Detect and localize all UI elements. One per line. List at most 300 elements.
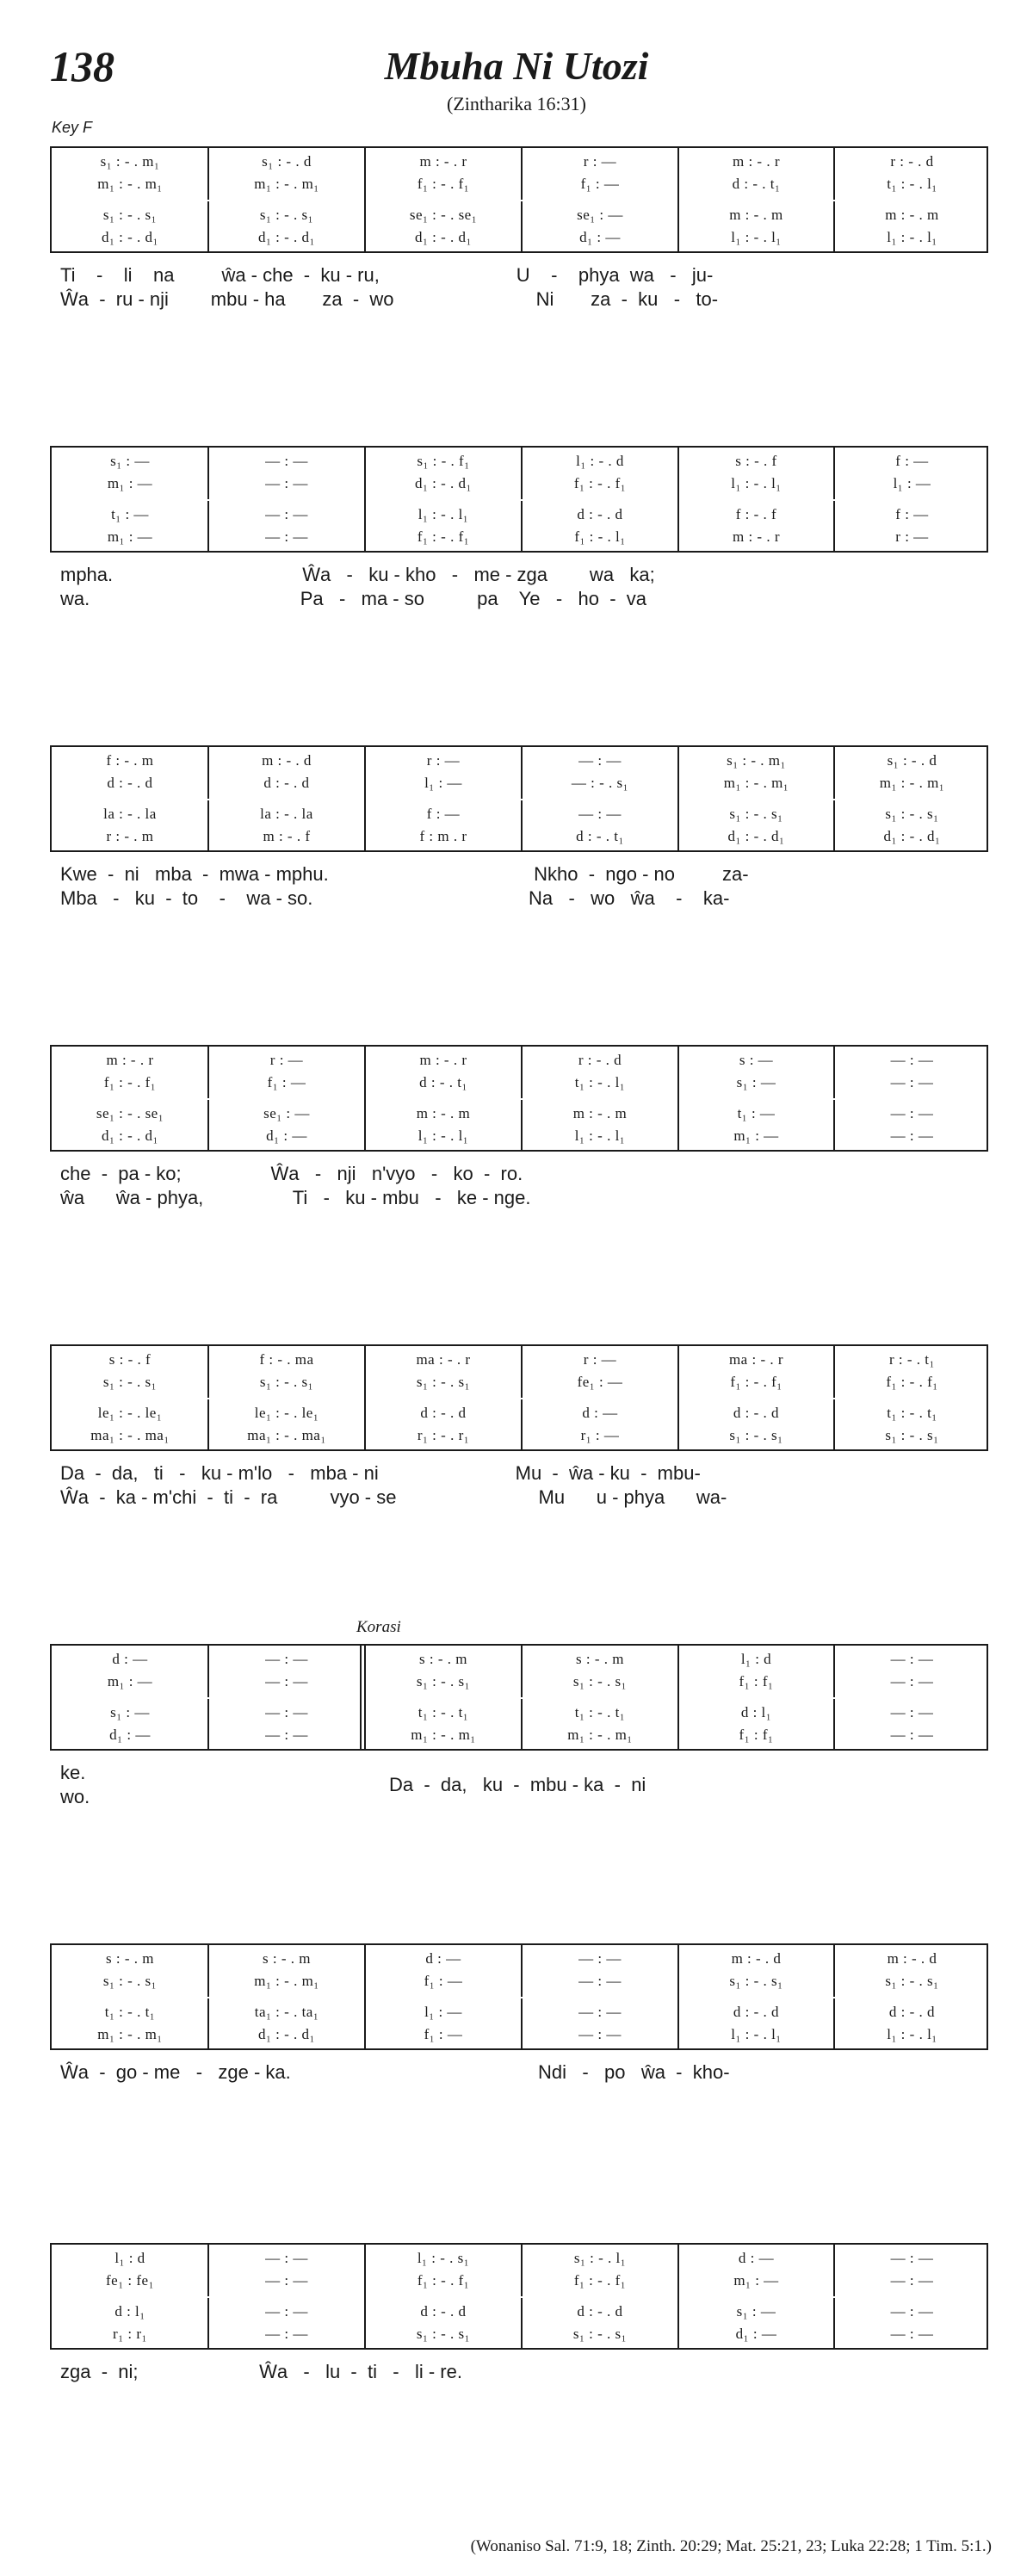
solfa-notes: s₁ : - . s₁: [416, 1673, 471, 1690]
solfa-notes: d : - . d: [733, 1405, 780, 1421]
solfa-notes: d : - . d: [888, 2004, 936, 2020]
half-barline: [833, 1646, 835, 1697]
solfa-notes: m₁ : - . m₁: [723, 775, 789, 791]
footer-references: (Wonaniso Sal. 71:9, 18; Zinth. 20:29; Mat. 25:21, 23; Luka 22:28; 1 Tim. 5:1.): [470, 2537, 992, 2555]
measure: [522, 2245, 678, 2348]
scripture-reference: (Zintharika 16:31): [447, 93, 586, 114]
measure: [678, 1945, 834, 2048]
solfa-notes: d₁ : - . d₁: [883, 828, 941, 844]
solfa-notes: — : —: [890, 1074, 934, 1090]
measure: [522, 747, 678, 850]
barline: [364, 1945, 366, 2048]
half-barline: [521, 201, 523, 253]
solfa-notes: l₁ : - . l₁: [731, 475, 782, 491]
lyric-line: ŵa ŵa - phya, Ti - ku - mbu - ke - nge.: [60, 1187, 531, 1208]
solfa-notes: d : —: [112, 1651, 148, 1667]
measure: [208, 1945, 365, 2048]
staff-system: [50, 1045, 988, 1152]
solfa-notes: ma : - . r: [728, 1351, 784, 1368]
solfa-notes: f₁ : - . f₁: [886, 1374, 938, 1390]
solfa-notes: d₁ : —: [109, 1727, 151, 1743]
solfa-notes: — : —: [578, 752, 622, 769]
solfa-notes: — : —: [890, 2272, 934, 2289]
measure: [522, 1646, 678, 1749]
solfa-notes: t₁ : —: [737, 1105, 776, 1121]
measure: [365, 448, 522, 551]
measure: [678, 1646, 834, 1749]
solfa-notes: m : - . r: [106, 1052, 154, 1068]
half-barline: [833, 1100, 835, 1152]
solfa-notes: — : —: [890, 1727, 934, 1743]
solfa-notes: t₁ : - . l₁: [574, 1074, 626, 1090]
solfa-notes: r : —: [583, 1351, 617, 1368]
solfa-notes: s : - . f: [735, 453, 777, 469]
half-barline: [521, 448, 523, 499]
measure: [834, 1346, 990, 1449]
solfa-notes: r : - . d: [578, 1052, 622, 1068]
solfa-notes: m : - . r: [419, 1052, 467, 1068]
barline: [364, 1047, 366, 1150]
measure: [208, 448, 365, 551]
staff-system: [50, 1943, 988, 2050]
solfa-notes: f : m . r: [419, 828, 467, 844]
half-barline: [521, 1646, 523, 1697]
solfa-notes: d₁ : - . d₁: [258, 2026, 315, 2042]
solfa-notes: d : - . d: [577, 506, 623, 522]
solfa-notes: — : —: [265, 1727, 308, 1743]
solfa-notes: m : - . d: [731, 1950, 782, 1967]
half-barline: [521, 1699, 523, 1751]
measure: [834, 448, 990, 551]
solfa-notes: se₁ : —: [263, 1105, 310, 1121]
half-barline: [207, 201, 209, 253]
half-barline: [833, 1346, 835, 1398]
hymn-number: 138: [50, 42, 114, 90]
solfa-notes: r : - . d: [890, 153, 934, 170]
solfa-notes: s₁ : - . s₁: [416, 1374, 471, 1390]
solfa-notes: l₁ : —: [424, 2004, 462, 2020]
solfa-notes: f : —: [426, 806, 461, 822]
solfa-notes: r : - . t₁: [889, 1351, 935, 1368]
half-barline: [521, 148, 523, 200]
solfa-notes: r : —: [895, 528, 929, 545]
solfa-notes: le₁ : - . le₁: [97, 1405, 163, 1421]
measure: [208, 747, 365, 850]
solfa-notes: f : - . ma: [259, 1351, 314, 1368]
solfa-notes: f₁ : f₁: [739, 1727, 774, 1743]
solfa-notes: m₁ : - . m₁: [97, 176, 163, 192]
solfa-notes: m : - . d: [887, 1950, 937, 1967]
solfa-notes: r : —: [269, 1052, 304, 1068]
solfa-notes: l₁ : - . l₁: [574, 1127, 626, 1144]
solfa-notes: d : - . d: [107, 775, 153, 791]
half-barline: [207, 2245, 209, 2296]
measure: [52, 1346, 208, 1449]
measure: [522, 1346, 678, 1449]
lyric-line: Ti - li na ŵa - che - ku - ru, U - phya wa - ju-: [60, 264, 714, 286]
solfa-notes: r : - . m: [106, 828, 154, 844]
solfa-notes: s₁ : - . s₁: [416, 2326, 471, 2342]
half-barline: [207, 2298, 209, 2350]
half-barline: [521, 2245, 523, 2296]
solfa-notes: l₁ : d: [740, 1651, 772, 1667]
lyric-line: Kwe - ni mba - mwa - mphu. Nkho - ngo - no za-: [60, 863, 749, 885]
measure: [522, 1945, 678, 2048]
solfa-notes: r₁ : - . r₁: [417, 1427, 470, 1443]
measure: [834, 1047, 990, 1150]
measure: [208, 1346, 365, 1449]
solfa-notes: m : - . r: [419, 153, 467, 170]
chorus-label: Korasi: [356, 1618, 401, 1636]
solfa-notes: s₁ : - . s₁: [729, 1973, 783, 1989]
solfa-notes: d : - . t₁: [419, 1074, 467, 1090]
solfa-notes: — : - . s₁: [571, 775, 629, 791]
solfa-notes: — : —: [890, 1105, 934, 1121]
half-barline: [207, 1100, 209, 1152]
solfa-notes: f₁ : - . f₁: [417, 2272, 470, 2289]
solfa-notes: d₁ : —: [735, 2326, 777, 2342]
staff-system: [50, 146, 988, 253]
solfa-notes: d : - . d: [577, 2303, 623, 2320]
solfa-notes: s₁ : —: [110, 453, 150, 469]
solfa-notes: m : - . m: [416, 1105, 471, 1121]
solfa-notes: l₁ : - . s₁: [417, 2250, 470, 2266]
half-barline: [207, 148, 209, 200]
solfa-notes: d₁ : - . d₁: [258, 229, 315, 245]
measure: [52, 747, 208, 850]
barline: [364, 747, 366, 850]
half-barline: [521, 2298, 523, 2350]
measure: [52, 2245, 208, 2348]
solfa-notes: s₁ : - . s₁: [102, 1973, 158, 1989]
measure: [522, 448, 678, 551]
half-barline: [833, 800, 835, 852]
half-barline: [833, 2298, 835, 2350]
solfa-notes: m₁ : - . m₁: [254, 176, 319, 192]
solfa-notes: l₁ : —: [893, 475, 931, 491]
half-barline: [833, 747, 835, 799]
solfa-notes: — : —: [265, 528, 308, 545]
solfa-notes: s₁ : - . s₁: [729, 1427, 783, 1443]
half-barline: [207, 747, 209, 799]
solfa-notes: s₁ : - . s₁: [729, 806, 783, 822]
solfa-notes: — : —: [265, 2303, 308, 2320]
solfa-notes: s₁ : - . d: [887, 752, 937, 769]
barline: [677, 747, 679, 850]
key-signature: Key F: [52, 119, 93, 136]
solfa-notes: l₁ : - . l₁: [731, 2026, 782, 2042]
barline: [677, 1945, 679, 2048]
half-barline: [521, 1399, 523, 1451]
measure: [678, 448, 834, 551]
solfa-notes: d₁ : —: [266, 1127, 307, 1144]
half-barline: [521, 747, 523, 799]
solfa-notes: m₁ : - . m₁: [254, 1973, 319, 1989]
measure: [678, 1346, 834, 1449]
solfa-notes: t₁ : - . t₁: [887, 1405, 937, 1421]
staff-system: [50, 1644, 988, 1751]
half-barline: [833, 148, 835, 200]
solfa-notes: — : —: [890, 2250, 934, 2266]
solfa-notes: s : —: [739, 1052, 774, 1068]
half-barline: [521, 1945, 523, 1997]
solfa-notes: fe₁ : —: [577, 1374, 623, 1390]
measure: [678, 747, 834, 850]
measure: [678, 148, 834, 251]
lyric-line: wa. Pa - ma - so pa Ye - ho - va: [60, 588, 647, 609]
solfa-notes: l₁ : —: [424, 775, 462, 791]
measure: [834, 1945, 990, 2048]
solfa-notes: s₁ : - . s₁: [102, 1374, 158, 1390]
solfa-notes: t₁ : - . t₁: [574, 1704, 626, 1720]
solfa-notes: m : - . d: [262, 752, 312, 769]
solfa-notes: d : - . d: [263, 775, 310, 791]
measure: [52, 448, 208, 551]
solfa-notes: f₁ : - . f₁: [417, 528, 470, 545]
solfa-notes: d₁ : - . d₁: [727, 828, 785, 844]
solfa-notes: s₁ : - . s₁: [259, 1374, 314, 1390]
measure: [208, 148, 365, 251]
measure: [522, 148, 678, 251]
solfa-notes: m₁ : - . m₁: [567, 1727, 633, 1743]
measure: [678, 2245, 834, 2348]
lyric-line: che - pa - ko; Ŵa - nji n'vyo - ko - ro.: [60, 1163, 523, 1184]
solfa-notes: f₁ : —: [580, 176, 620, 192]
solfa-notes: s₁ : —: [736, 2303, 776, 2320]
solfa-notes: — : —: [265, 453, 308, 469]
solfa-notes: s₁ : - . l₁: [573, 2250, 627, 2266]
solfa-notes: f₁ : - . f₁: [573, 475, 627, 491]
solfa-notes: d : l₁: [114, 2303, 145, 2320]
solfa-notes: m₁ : —: [733, 2272, 779, 2289]
solfa-notes: s₁ : —: [110, 1704, 150, 1720]
solfa-notes: f₁ : —: [424, 2026, 463, 2042]
barline: [677, 1346, 679, 1449]
solfa-notes: l₁ : - . d: [576, 453, 624, 469]
page-title: Mbuha Ni Utozi: [384, 44, 649, 88]
lyric-line: Ŵa - ka - m'chi - ti - ra vyo - se Mu u - phya wa-: [60, 1486, 727, 1508]
solfa-notes: r : —: [583, 153, 617, 170]
lyric-line: Ŵa - go - me - zge - ka. Ndi - po ŵa - kho-: [60, 2061, 730, 2083]
solfa-notes: s₁ : - . s₁: [259, 207, 314, 223]
barline: [677, 2245, 679, 2348]
solfa-notes: m₁ : - . m₁: [879, 775, 945, 791]
solfa-notes: d : l₁: [740, 1704, 772, 1720]
solfa-notes: — : —: [265, 2272, 308, 2289]
half-barline: [207, 1998, 209, 2050]
half-barline: [207, 800, 209, 852]
solfa-notes: — : —: [578, 2026, 622, 2042]
solfa-notes: m : - . m: [572, 1105, 628, 1121]
solfa-notes: d : - . d: [420, 1405, 467, 1421]
half-barline: [521, 1100, 523, 1152]
chorus-lyric-line: Da - da, ku - mbu - ka - ni: [389, 1774, 646, 1795]
measure: [834, 747, 990, 850]
solfa-notes: ma₁ : - . ma₁: [90, 1427, 170, 1443]
solfa-notes: t₁ : - . t₁: [104, 2004, 156, 2020]
solfa-notes: f₁ : - . l₁: [574, 528, 626, 545]
solfa-notes: m : - . m: [729, 207, 783, 223]
solfa-notes: — : —: [265, 475, 308, 491]
lyric-line: Da - da, ti - ku - m'lo - mba - ni Mu - ŵa - ku - mbu-: [60, 1462, 701, 1484]
solfa-notes: d₁ : - . d₁: [415, 475, 472, 491]
solfa-notes: d : - . d: [420, 2303, 467, 2320]
solfa-notes: m : - . f: [263, 828, 311, 844]
solfa-notes: f : - . f: [735, 506, 777, 522]
lyric-line: wo.: [60, 1786, 90, 1807]
solfa-notes: l₁ : - . l₁: [887, 2026, 937, 2042]
half-barline: [833, 1945, 835, 1997]
staff-system: [50, 446, 988, 553]
half-barline: [833, 201, 835, 253]
solfa-notes: r : —: [426, 752, 461, 769]
solfa-notes: f : —: [895, 506, 929, 522]
solfa-notes: f₁ : f₁: [739, 1673, 774, 1690]
solfa-notes: — : —: [890, 2326, 934, 2342]
barline: [677, 148, 679, 251]
measure: [208, 1646, 365, 1749]
solfa-notes: ma : - . r: [416, 1351, 471, 1368]
solfa-notes: d : - . d: [733, 2004, 780, 2020]
solfa-notes: — : —: [265, 2326, 308, 2342]
solfa-notes: m : - . r: [732, 153, 781, 170]
solfa-notes: s₁ : - . d: [262, 153, 312, 170]
solfa-notes: s : - . m: [419, 1651, 467, 1667]
solfa-notes: — : —: [890, 1127, 934, 1144]
measure: [365, 148, 522, 251]
double-barline: [360, 1646, 366, 1749]
solfa-notes: s : - . f: [108, 1351, 152, 1368]
half-barline: [521, 1346, 523, 1398]
half-barline: [207, 1346, 209, 1398]
barline: [364, 2245, 366, 2348]
staff-system: [50, 1344, 988, 1451]
solfa-notes: s : - . m: [263, 1950, 311, 1967]
half-barline: [833, 1047, 835, 1098]
measure: [678, 1047, 834, 1150]
solfa-notes: l₁ : - . l₁: [418, 1127, 469, 1144]
solfa-notes: — : —: [890, 1651, 934, 1667]
solfa-notes: — : —: [890, 1704, 934, 1720]
solfa-notes: d₁ : —: [579, 229, 621, 245]
solfa-notes: f₁ : - . f₁: [730, 1374, 782, 1390]
measure: [52, 1047, 208, 1150]
solfa-notes: t₁ : - . t₁: [418, 1704, 469, 1720]
half-barline: [207, 448, 209, 499]
solfa-notes: d : —: [425, 1950, 461, 1967]
lyric-line: ke.: [60, 1762, 86, 1783]
lyric-line: zga - ni; Ŵa - lu - ti - li - re.: [60, 2361, 462, 2382]
half-barline: [833, 1399, 835, 1451]
measure: [208, 1047, 365, 1150]
solfa-notes: m₁ : —: [733, 1127, 779, 1144]
solfa-notes: f₁ : - . f₁: [417, 176, 470, 192]
measure: [208, 2245, 365, 2348]
half-barline: [207, 1699, 209, 1751]
measure: [365, 1047, 522, 1150]
solfa-notes: — : —: [265, 1704, 308, 1720]
solfa-notes: f₁ : —: [424, 1973, 463, 1989]
measure: [365, 2245, 522, 2348]
barline: [364, 1346, 366, 1449]
solfa-notes: fe₁ : fe₁: [106, 2272, 154, 2289]
measure: [834, 2245, 990, 2348]
half-barline: [833, 1699, 835, 1751]
solfa-notes: d : —: [738, 2250, 775, 2266]
solfa-notes: se₁ : - . se₁: [96, 1105, 164, 1121]
solfa-notes: l₁ : - . l₁: [887, 229, 937, 245]
solfa-notes: t₁ : —: [111, 506, 149, 522]
measure: [52, 148, 208, 251]
barline: [677, 1047, 679, 1150]
solfa-notes: s₁ : —: [736, 1074, 776, 1090]
lyric-line: Ŵa - ru - nji mbu - ha za - wo Ni za - ku - to-: [60, 288, 719, 310]
solfa-notes: s₁ : - . s₁: [572, 1673, 628, 1690]
solfa-notes: — : —: [265, 2250, 308, 2266]
solfa-notes: s₁ : - . m₁: [100, 153, 160, 170]
solfa-notes: s₁ : - . s₁: [572, 2326, 628, 2342]
solfa-notes: s₁ : - . s₁: [885, 1427, 939, 1443]
solfa-notes: s₁ : - . s₁: [885, 1973, 939, 1989]
solfa-notes: s₁ : - . s₁: [102, 207, 158, 223]
solfa-notes: se₁ : - . se₁: [409, 207, 478, 223]
solfa-notes: f : - . m: [106, 752, 154, 769]
half-barline: [833, 501, 835, 553]
solfa-notes: l₁ : - . l₁: [418, 506, 469, 522]
measure: [365, 1646, 522, 1749]
solfa-notes: l₁ : d: [114, 2250, 145, 2266]
staff-system: [50, 2243, 988, 2350]
solfa-notes: ta₁ : - . ta₁: [254, 2004, 319, 2020]
solfa-notes: m₁ : - . m₁: [411, 1727, 476, 1743]
solfa-notes: ma₁ : - . ma₁: [247, 1427, 326, 1443]
half-barline: [521, 800, 523, 852]
solfa-notes: — : —: [578, 806, 622, 822]
solfa-notes: d₁ : - . d₁: [102, 229, 158, 245]
half-barline: [207, 1399, 209, 1451]
solfa-notes: f₁ : —: [267, 1074, 306, 1090]
measure: [365, 1346, 522, 1449]
solfa-notes: — : —: [578, 2004, 622, 2020]
solfa-notes: — : —: [265, 1673, 308, 1690]
barline: [677, 1646, 679, 1749]
solfa-notes: s : - . m: [576, 1651, 624, 1667]
half-barline: [521, 1047, 523, 1098]
staff-system: [50, 745, 988, 852]
solfa-notes: m : - . m: [885, 207, 939, 223]
half-barline: [521, 501, 523, 553]
half-barline: [207, 1047, 209, 1098]
solfa-notes: — : —: [890, 1673, 934, 1690]
solfa-notes: f₁ : - . f₁: [103, 1074, 157, 1090]
solfa-notes: f₁ : - . f₁: [573, 2272, 627, 2289]
solfa-notes: r₁ : r₁: [113, 2326, 147, 2342]
half-barline: [833, 2245, 835, 2296]
solfa-notes: — : —: [265, 506, 308, 522]
solfa-notes: s₁ : - . m₁: [727, 752, 786, 769]
measure: [365, 1945, 522, 2048]
lyric-line: mpha. Ŵa - ku - kho - me - zga wa ka;: [60, 564, 655, 585]
measure: [834, 1646, 990, 1749]
solfa-notes: la : - . la: [260, 806, 313, 822]
half-barline: [521, 1998, 523, 2050]
solfa-notes: s₁ : - . s₁: [885, 806, 939, 822]
solfa-notes: — : —: [265, 1651, 308, 1667]
solfa-notes: d : —: [582, 1405, 618, 1421]
solfa-notes: — : —: [890, 1052, 934, 1068]
solfa-notes: m₁ : - . m₁: [97, 2026, 163, 2042]
solfa-notes: l₁ : - . l₁: [731, 229, 782, 245]
